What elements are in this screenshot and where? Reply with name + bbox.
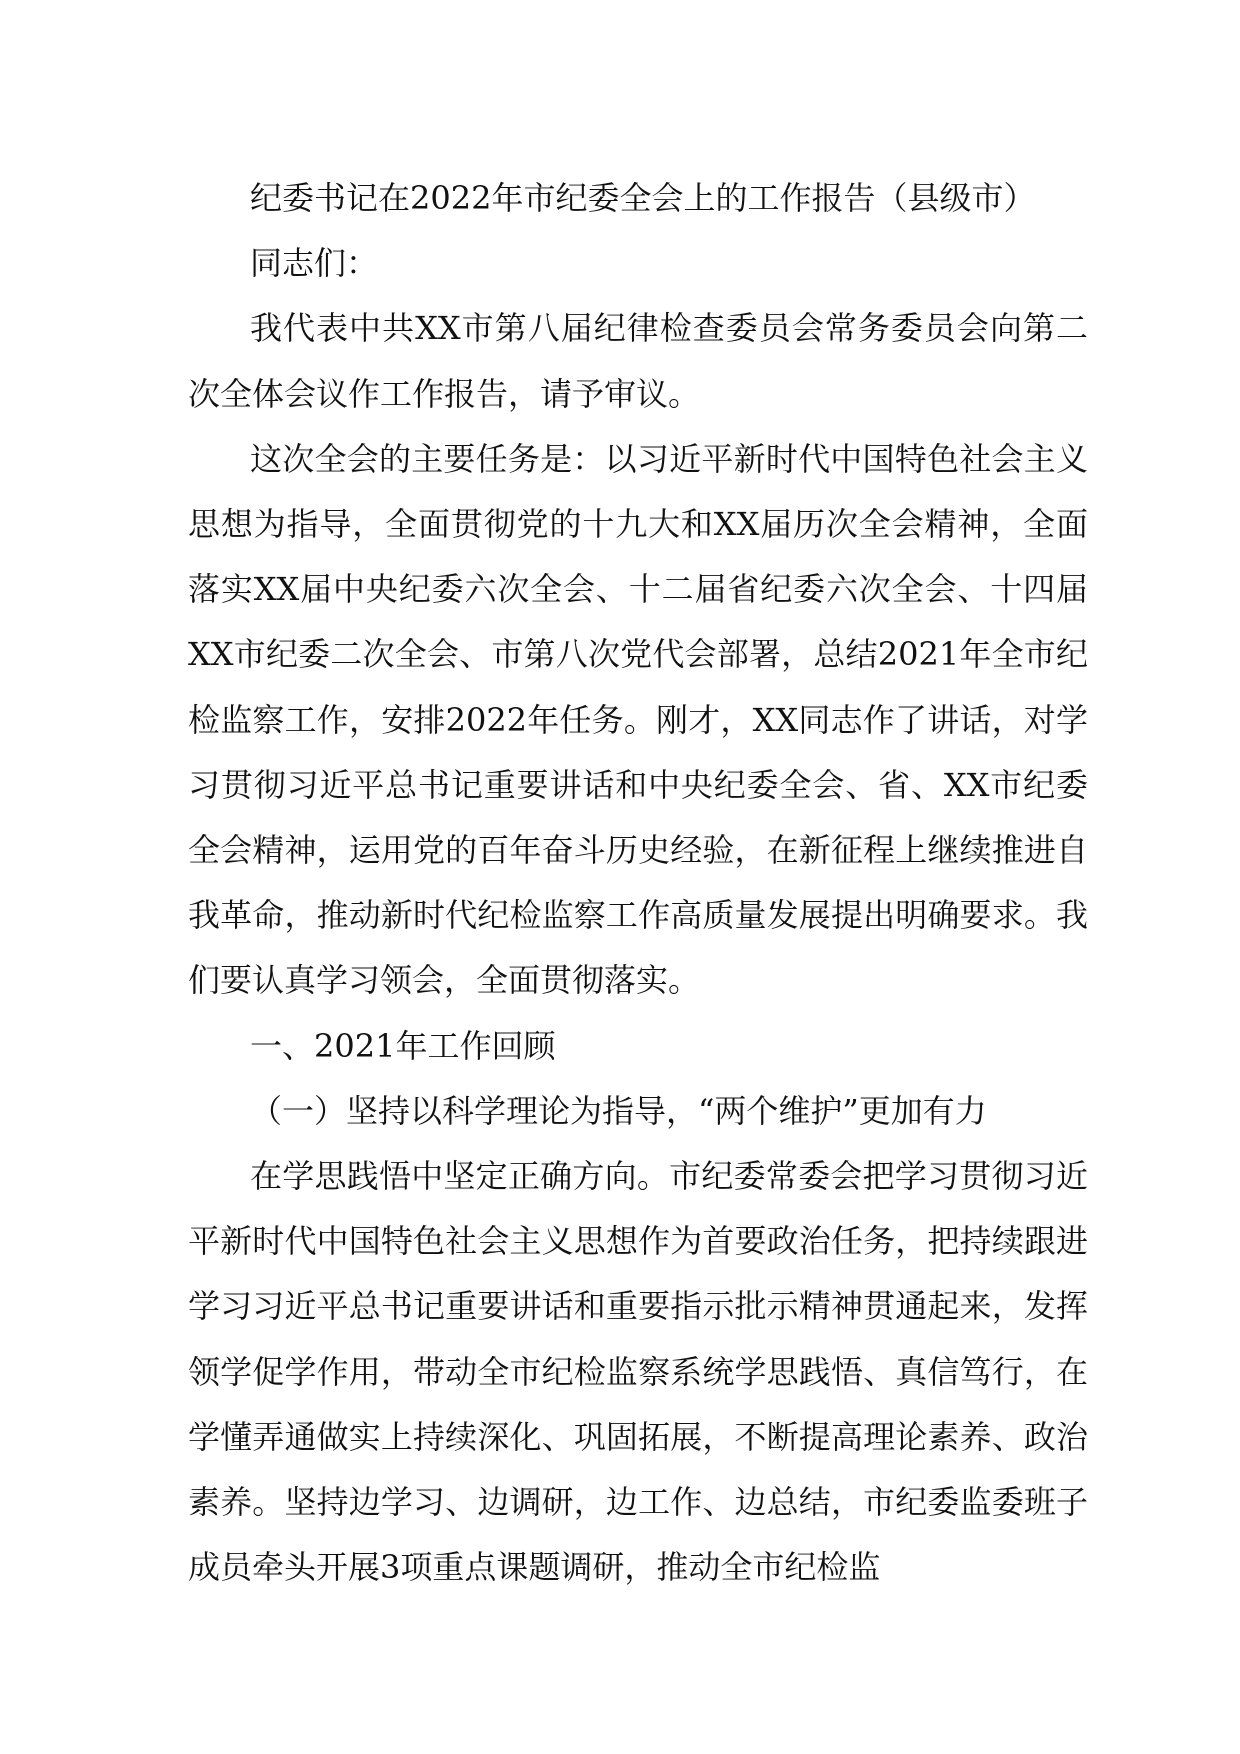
- subsection-heading: （一）坚持以科学理论为指导，“两个维护”更加有力: [250, 1091, 987, 1130]
- body-paragraph: 在学思践悟中坚定正确方向。市纪委常委会把学习贯彻习近平新时代中国特色社会主义思想作为首要政治任务，把持续跟进学习习近平总书记重要讲话和重要指示批示精神贯通起来，发挥领学促学作用，带动全市纪检监察系统学思践悟、真信笃行，在学懂弄通做实上持续深化、巩固拓展，不断提高理论素养、政治素养。坚持边学习、边调研，边工作、边总结，市纪委监委班子成员牵头开展3项重点课题调研，推动全市纪检监: [188, 1157, 1088, 1587]
- intro-paragraph: 我代表中共XX市第八届纪律检查委员会常务委员会向第二次全体会议作工作报告，请予审议。: [188, 309, 1088, 413]
- document-body: [188, 166, 1088, 1600]
- task-paragraph: 这次全会的主要任务是：以习近平新时代中国特色社会主义思想为指导，全面贯彻党的十九大和XX届历次全会精神，全面落实XX届中央纪委六次全会、十二届省纪委六次全会、十四届XX市纪委二次全会、市第八次党代会部署，总结2021年全市纪检监察工作，安排2022年任务。刚才，XX同志作了讲话，对学习贯彻习近平总书记重要讲话和中央纪委全会、省、XX市纪委全会精神，运用党的百年奋斗历史经验，在新征程上继续推进自我革命，推动新时代纪检监察工作高质量发展提出明确要求。我们要认真学习领会，全面贯彻落实。: [188, 439, 1088, 1000]
- document-title: 纪委书记在2022年市纪委全会上的工作报告（县级市）: [250, 179, 1036, 217]
- section-heading: 一、2021年工作回顾: [250, 1026, 556, 1065]
- salutation: 同志们：: [250, 244, 379, 283]
